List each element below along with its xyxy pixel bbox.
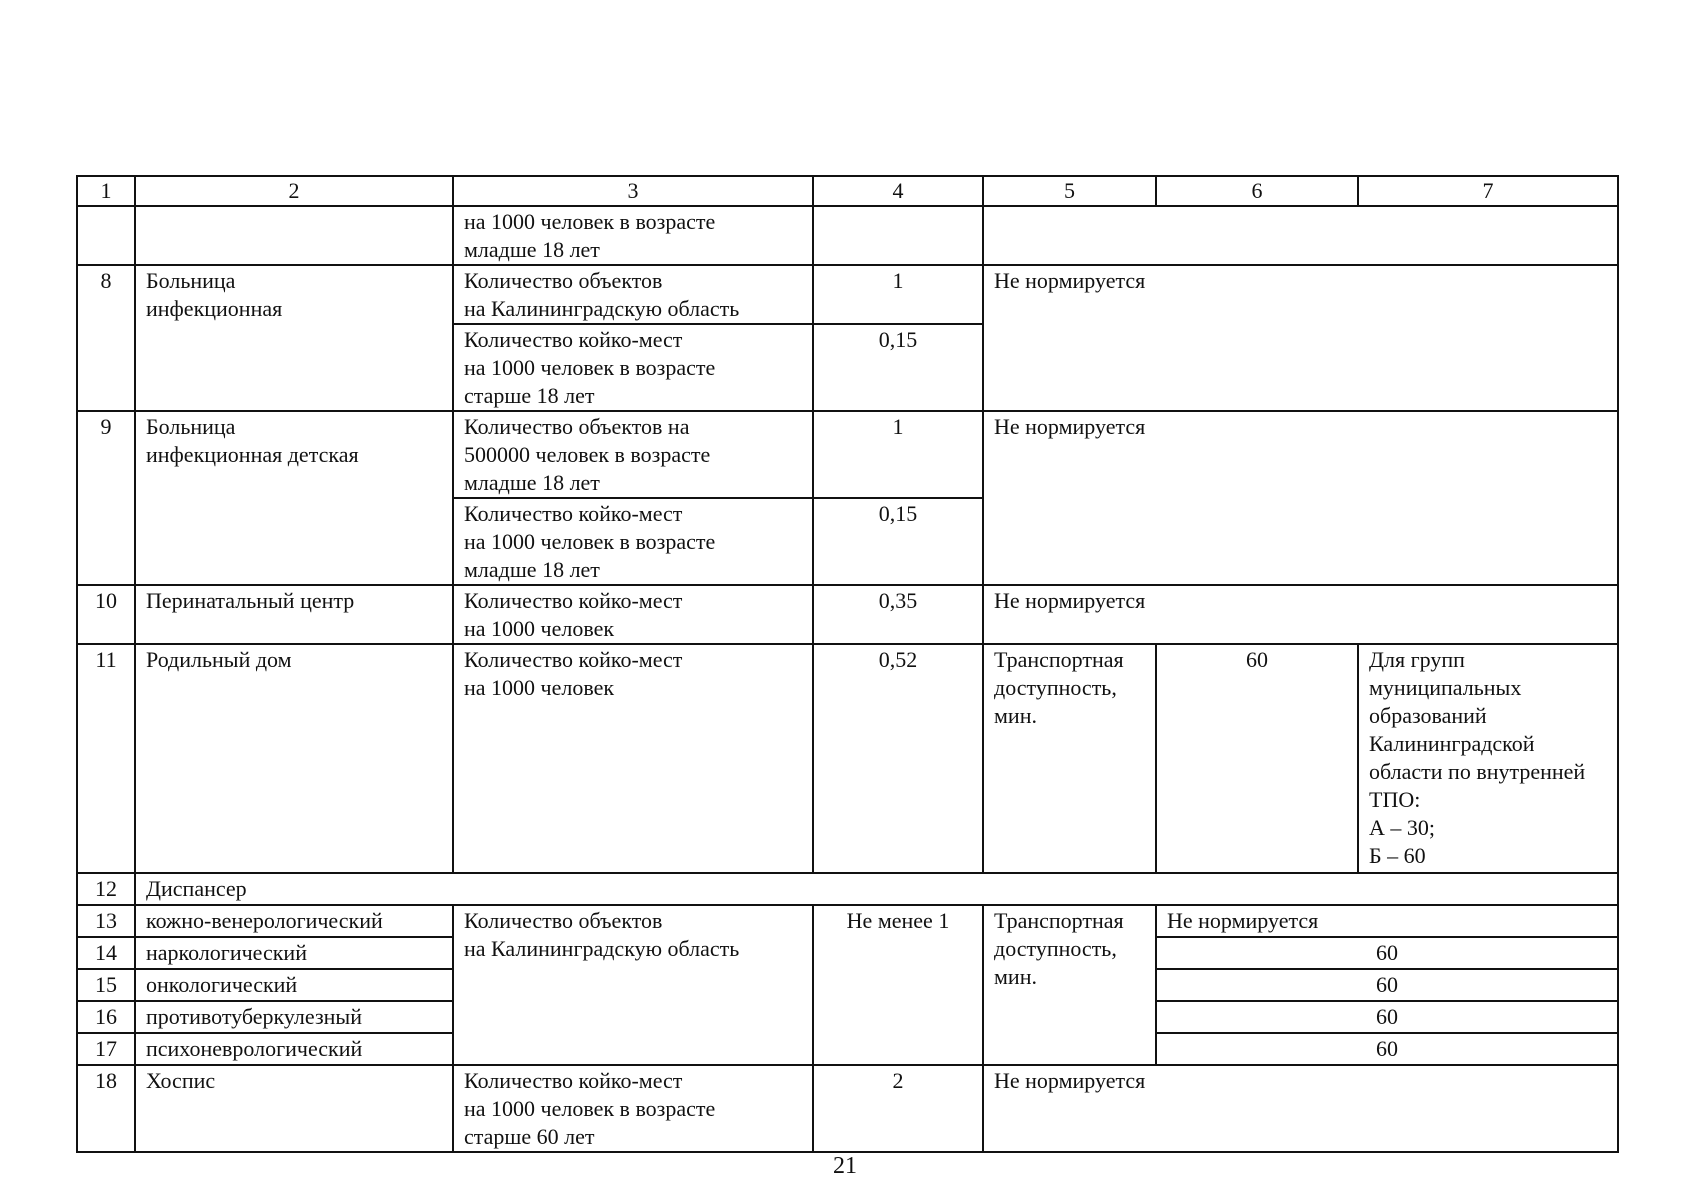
table-row (77, 644, 1618, 873)
header-cell: 6 (1156, 176, 1358, 206)
name-cell: Больница инфекционная (135, 265, 453, 411)
number-cell (77, 206, 135, 265)
number-cell: 9 (77, 411, 135, 585)
value-cell (813, 206, 983, 265)
header-cell: 5 (983, 176, 1156, 206)
name-cell (135, 206, 453, 265)
name-cell: Перинатальный центр (135, 585, 453, 644)
number-cell: 17 (77, 1033, 135, 1065)
header-cell: 4 (813, 176, 983, 206)
access-value-cell: 60 (1156, 937, 1618, 969)
table-row (77, 585, 1618, 644)
number-cell: 13 (77, 905, 135, 937)
name-cell: противотуберкулезный (135, 1001, 453, 1033)
table-row (77, 265, 1618, 324)
access-type-cell: Транспортная доступность, мин. (983, 905, 1156, 1065)
name-cell: Больница инфекционная детская (135, 411, 453, 585)
number-cell: 18 (77, 1065, 135, 1152)
value-cell: 0,35 (813, 585, 983, 644)
access-value-cell: 60 (1156, 1033, 1618, 1065)
number-cell: 8 (77, 265, 135, 411)
header-cell: 2 (135, 176, 453, 206)
access-type-cell: Транспортная доступность, мин. (983, 644, 1156, 873)
name-cell: психоневрологический (135, 1033, 453, 1065)
indicator-cell: Количество койко-мест на 1000 человек (453, 644, 813, 873)
name-cell: наркологический (135, 937, 453, 969)
indicator-cell: Количество койко-мест на 1000 человек (453, 585, 813, 644)
header-row (77, 176, 1618, 206)
indicator-cell: Количество объектов на 500000 человек в возрасте младше 18 лет (453, 411, 813, 498)
indicator-cell: на 1000 человек в возрасте младше 18 лет (453, 206, 813, 265)
value-cell: 0,15 (813, 498, 983, 585)
header-cell: 1 (77, 176, 135, 206)
number-cell: 16 (77, 1001, 135, 1033)
indicator-cell: Количество объектов на Калининградскую область (453, 265, 813, 324)
name-cell: Диспансер (135, 873, 1618, 905)
table-row (77, 411, 1618, 498)
accessibility-cell (983, 206, 1618, 265)
name-cell: Родильный дом (135, 644, 453, 873)
access-value-cell: Не нормируется (1156, 905, 1618, 937)
note-cell: Для групп муниципальных образований Калининградской области по внутренней ТПО: А – 30; Б – 60 (1358, 644, 1618, 873)
accessibility-cell: Не нормируется (983, 1065, 1618, 1152)
name-cell: Хоспис (135, 1065, 453, 1152)
indicator-cell: Количество койко-мест на 1000 человек в возрасте младше 18 лет (453, 498, 813, 585)
name-cell: онкологический (135, 969, 453, 1001)
indicator-cell: Количество койко-мест на 1000 человек в возрасте старше 60 лет (453, 1065, 813, 1152)
header-cell: 3 (453, 176, 813, 206)
table-row (77, 206, 1618, 265)
access-value-cell: 60 (1156, 644, 1358, 873)
value-cell: Не менее 1 (813, 905, 983, 1065)
name-cell: кожно-венерологический (135, 905, 453, 937)
table-row (77, 905, 1618, 937)
number-cell: 14 (77, 937, 135, 969)
number-cell: 15 (77, 969, 135, 1001)
indicator-cell: Количество койко-мест на 1000 человек в возрасте старше 18 лет (453, 324, 813, 411)
table-row (77, 1065, 1618, 1152)
accessibility-cell: Не нормируется (983, 411, 1618, 585)
indicator-cell: Количество объектов на Калининградскую область (453, 905, 813, 1065)
page-number: 21 (833, 1153, 857, 1179)
table-row (77, 873, 1618, 905)
header-cell: 7 (1358, 176, 1618, 206)
number-cell: 10 (77, 585, 135, 644)
value-cell: 0,15 (813, 324, 983, 411)
access-value-cell: 60 (1156, 1001, 1618, 1033)
accessibility-cell: Не нормируется (983, 265, 1618, 411)
access-value-cell: 60 (1156, 969, 1618, 1001)
accessibility-cell: Не нормируется (983, 585, 1618, 644)
value-cell: 2 (813, 1065, 983, 1152)
value-cell: 1 (813, 265, 983, 324)
number-cell: 11 (77, 644, 135, 873)
norms-table (76, 175, 1619, 1153)
value-cell: 0,52 (813, 644, 983, 873)
value-cell: 1 (813, 411, 983, 498)
number-cell: 12 (77, 873, 135, 905)
